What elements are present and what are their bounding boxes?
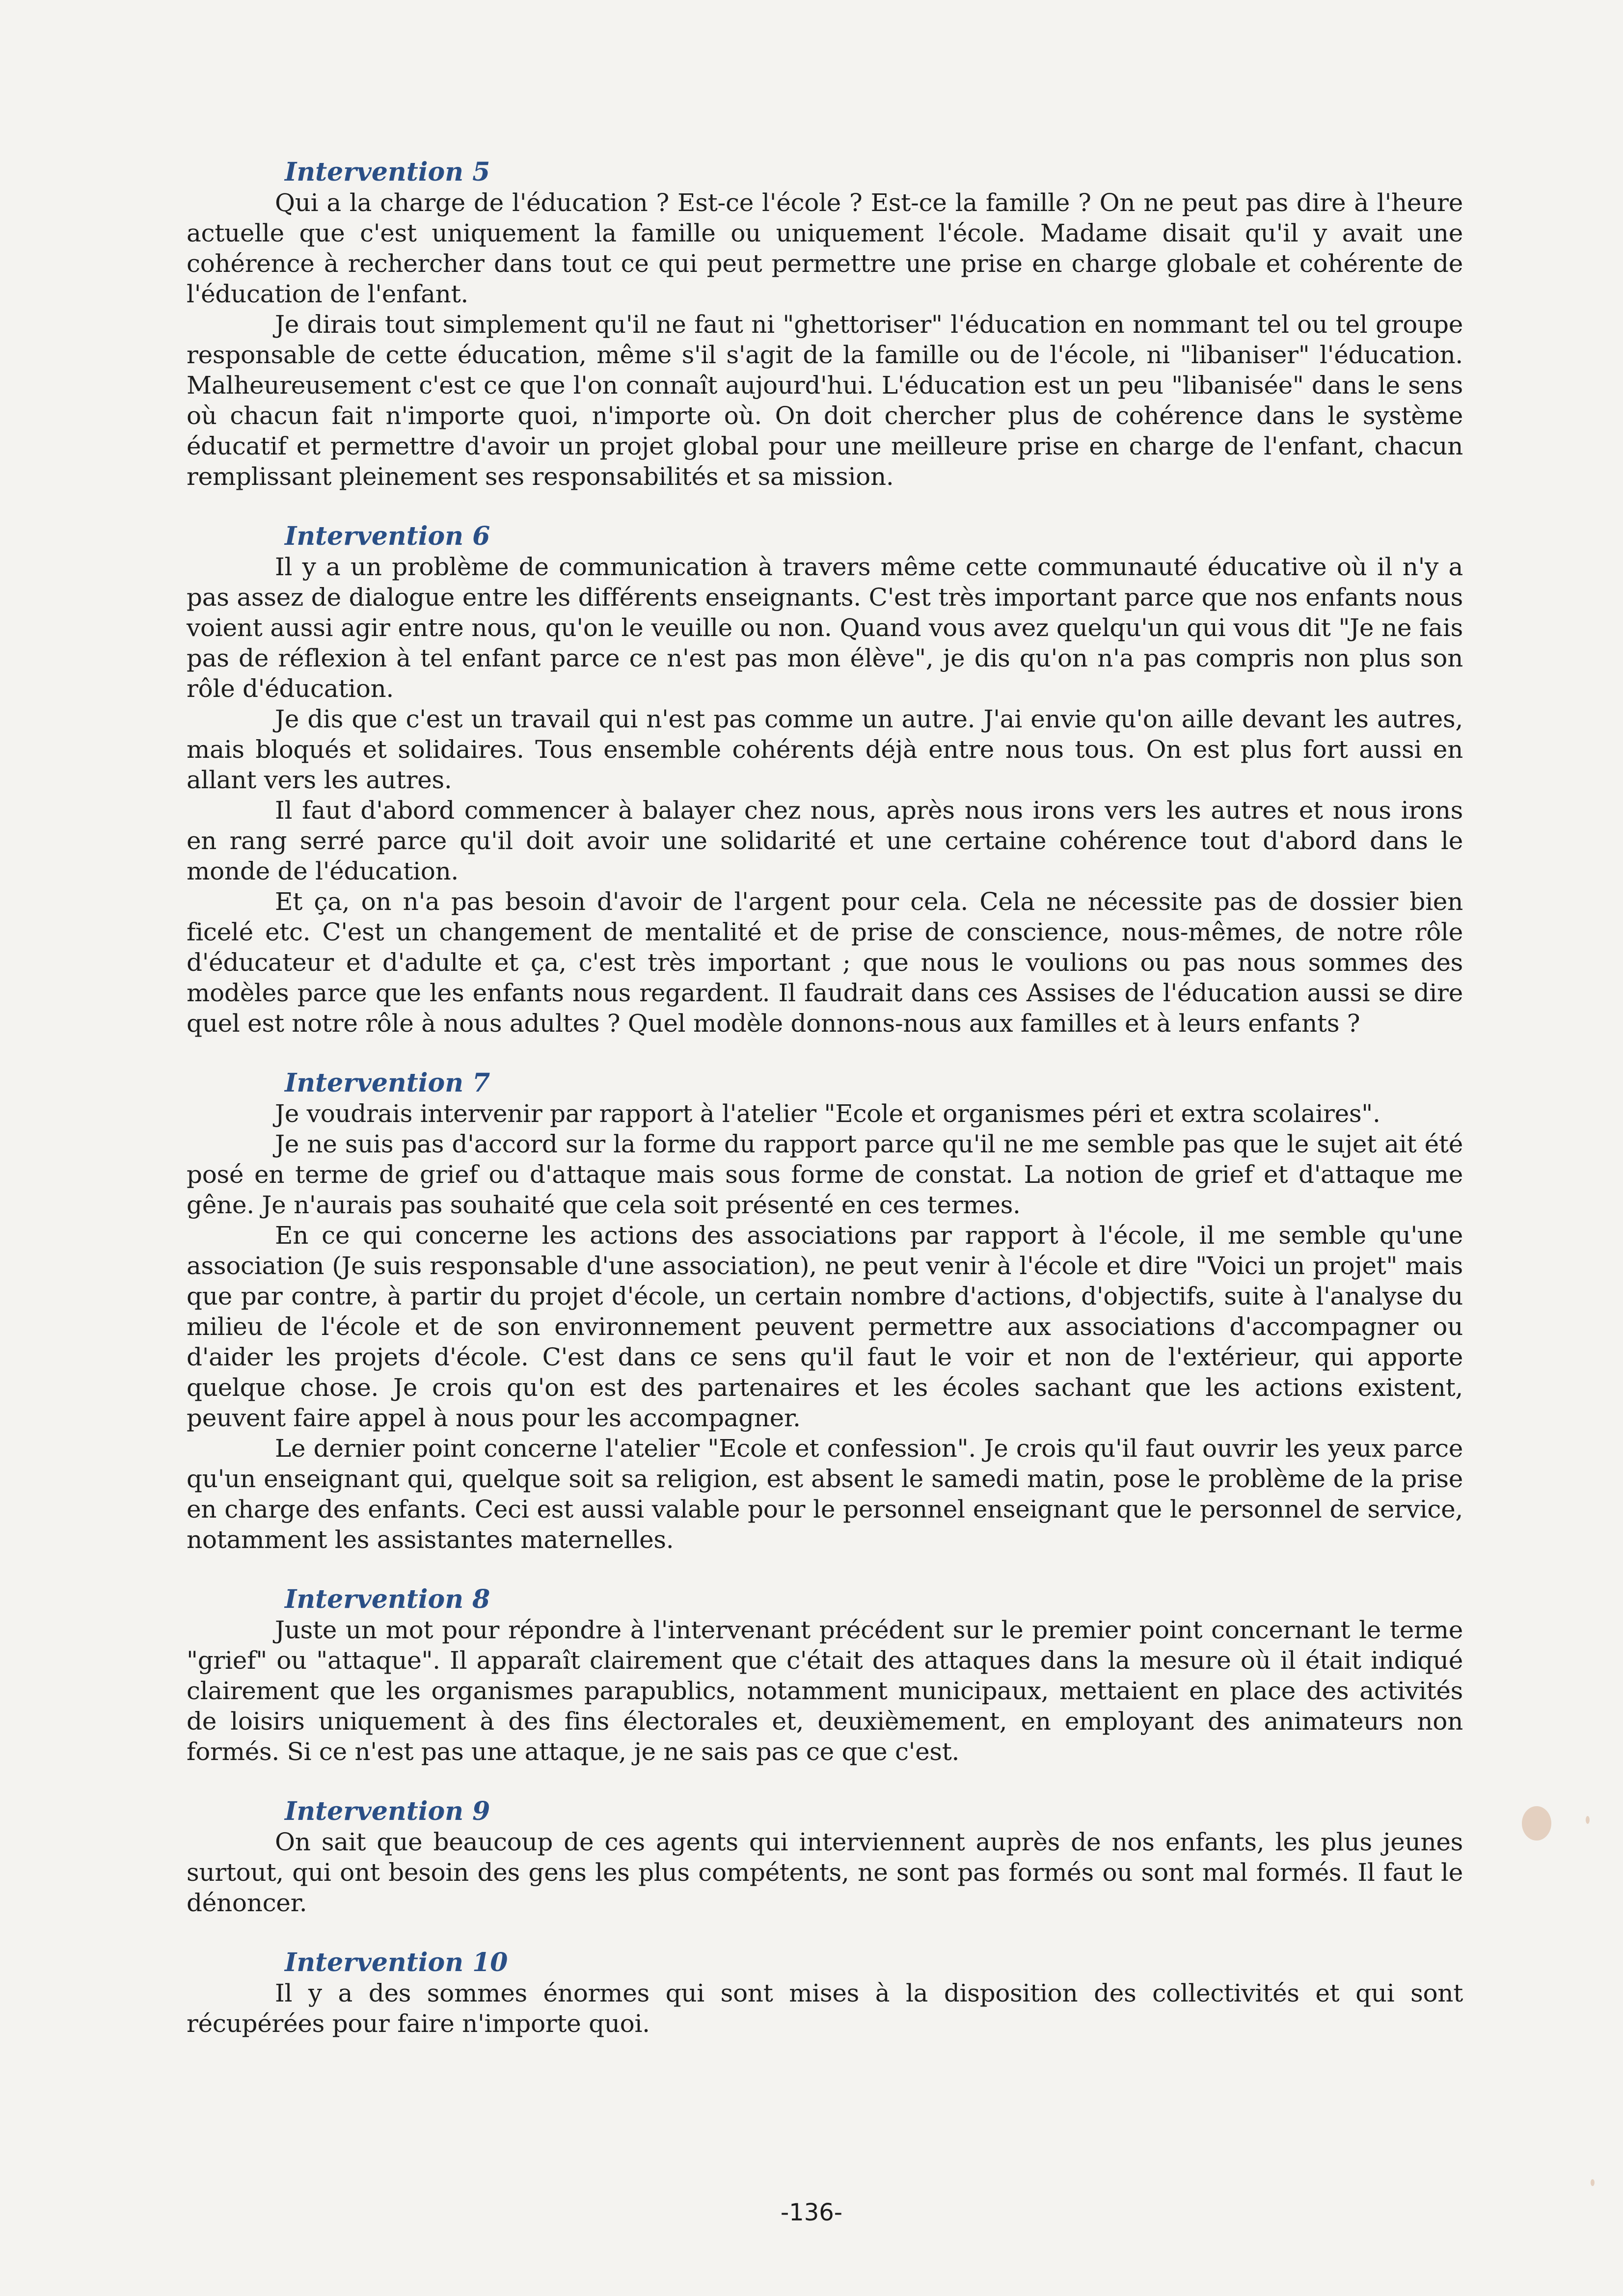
paragraph: Juste un mot pour répondre à l'intervenant précédent sur le premier point concernant le terme "grief" ou "attaque". Il apparaît clairement que c'était des attaques dans la mesure où il était indiqué clairement que les organismes parapublics, notamment municipaux, mettaient en place des activités de loisirs uniquement à des fins électorales et, deuxièmement, en employant des animateurs non formés. Si ce n'est pas une attaque, je ne sais pas ce que c'est. xyxy=(187,1616,1463,1766)
section-intervention-7 xyxy=(187,1068,1463,1555)
section-heading: Intervention 9 xyxy=(285,1796,490,1826)
scan-speck xyxy=(1586,1816,1590,1824)
section-heading: Intervention 10 xyxy=(285,1948,508,1977)
scan-speck xyxy=(1522,1806,1551,1841)
section-heading: Intervention 6 xyxy=(285,521,490,551)
section-intervention-10 xyxy=(187,1948,1463,2039)
paragraph: Je voudrais intervenir par rapport à l'atelier "Ecole et organismes péri et extra scolaires". xyxy=(275,1099,1380,1128)
paragraph: Je dis que c'est un travail qui n'est pas comme un autre. J'ai envie qu'on aille devant les autres, mais bloqués et solidaires. Tous ensemble cohérents déjà entre nous tous. On est plus fort aussi en allant vers les autres. xyxy=(187,705,1463,794)
paragraph: Je ne suis pas d'accord sur la forme du rapport parce qu'il ne me semble pas que le sujet ait été posé en terme de grief ou d'attaque mais sous forme de constat. La notion de grief et d'attaque me gêne. Je n'aurais pas souhaité que cela soit présenté en ces termes. xyxy=(187,1130,1463,1219)
section-heading: Intervention 7 xyxy=(285,1068,490,1098)
paragraph: On sait que beaucoup de ces agents qui interviennent auprès de nos enfants, les plus jeunes surtout, qui ont besoin des gens les plus compétents, ne sont pas formés ou sont mal formés. Il faut le dénoncer. xyxy=(187,1828,1463,1917)
paragraph: Il faut d'abord commencer à balayer chez nous, après nous irons vers les autres et nous irons en rang serré parce qu'il doit avoir une solidarité et une certaine cohérence tout d'abord dans le monde de l'éducation. xyxy=(187,796,1463,885)
section-intervention-9 xyxy=(187,1796,1463,1918)
paragraph: Qui a la charge de l'éducation ? Est-ce l'école ? Est-ce la famille ? On ne peut pas dire à l'heure actuelle que c'est uniquement la famille ou uniquement l'école. Madame disait qu'il y avait une cohérence à rechercher dans tout ce qui peut permettre une prise en charge globale et cohérente de l'éducation de l'enfant. xyxy=(187,188,1463,308)
section-intervention-5 xyxy=(187,157,1463,492)
section-intervention-8 xyxy=(187,1584,1463,1767)
section-heading: Intervention 5 xyxy=(285,157,490,187)
page-number: -136- xyxy=(780,2199,843,2226)
paragraph: Et ça, on n'a pas besoin d'avoir de l'argent pour cela. Cela ne nécessite pas de dossier bien ficelé etc. C'est un changement de mentalité et de prise de conscience, nous-mêmes, de notre rôle d'éducateur et d'adulte et ça, c'est très important ; que nous le voulions ou pas nous sommes des modèles parce que les enfants nous regardent. Il faudrait dans ces Assises de l'éducation aussi se dire quel est notre rôle à nous adultes ? Quel modèle donnons-nous aux familles et à leurs enfants ? xyxy=(187,887,1463,1038)
paragraph: Le dernier point concerne l'atelier "Ecole et confession". Je crois qu'il faut ouvrir les yeux parce qu'un enseignant qui, quelque soit sa religion, est absent le samedi matin, pose le problème de la prise en charge des enfants. Ceci est aussi valable pour le personnel enseignant que le personnel de service, notamment les assistantes maternelles. xyxy=(187,1434,1463,1554)
paragraph: Il y a des sommes énormes qui sont mises à la disposition des collectivités et qui sont récupérées pour faire n'importe quoi. xyxy=(187,1979,1463,2038)
section-heading: Intervention 8 xyxy=(285,1584,490,1614)
section-intervention-6 xyxy=(187,521,1463,1039)
document-page xyxy=(187,157,1463,2039)
paragraph: Il y a un problème de communication à travers même cette communauté éducative où il n'y a pas assez de dialogue entre les différents enseignants. C'est très important parce que nos enfants nous voient aussi agir entre nous, qu'on le veuille ou non. Quand vous avez quelqu'un qui vous dit "Je ne fais pas de réflexion à tel enfant parce ce n'est pas mon élève", je dis qu'on n'a pas compris non plus son rôle d'éducation. xyxy=(187,553,1463,703)
scan-speck xyxy=(1591,2179,1595,2186)
paragraph: Je dirais tout simplement qu'il ne faut ni "ghettoriser" l'éducation en nommant tel ou tel groupe responsable de cette éducation, même s'il s'agit de la famille ou de l'école, ni "libaniser" l'éducation. Malheureusement c'est ce que l'on connaît aujourd'hui. L'éducation est un peu "libanisée" dans le sens où chacun fait n'importe quoi, n'importe où. On doit chercher plus de cohérence dans le système éducatif et permettre d'avoir un projet global pour une meilleure prise en charge de l'enfant, chacun remplissant pleinement ses responsabilités et sa mission. xyxy=(187,310,1463,491)
paragraph: En ce qui concerne les actions des associations par rapport à l'école, il me semble qu'une association (Je suis responsable d'une association), ne peut venir à l'école et dire "Voici un projet" mais que par contre, à partir du projet d'école, un certain nombre d'actions, d'objectifs, suite à l'analyse du milieu de l'école et de son environnement peuvent permettre aux associations d'accompagner ou d'aider les projets d'école. C'est dans ce sens qu'il faut le voir et non de l'extérieur, qui apporte quelque chose. Je crois qu'on est des partenaires et les écoles sachant que les actions existent, peuvent faire appel à nous pour les accompagner. xyxy=(187,1221,1463,1432)
